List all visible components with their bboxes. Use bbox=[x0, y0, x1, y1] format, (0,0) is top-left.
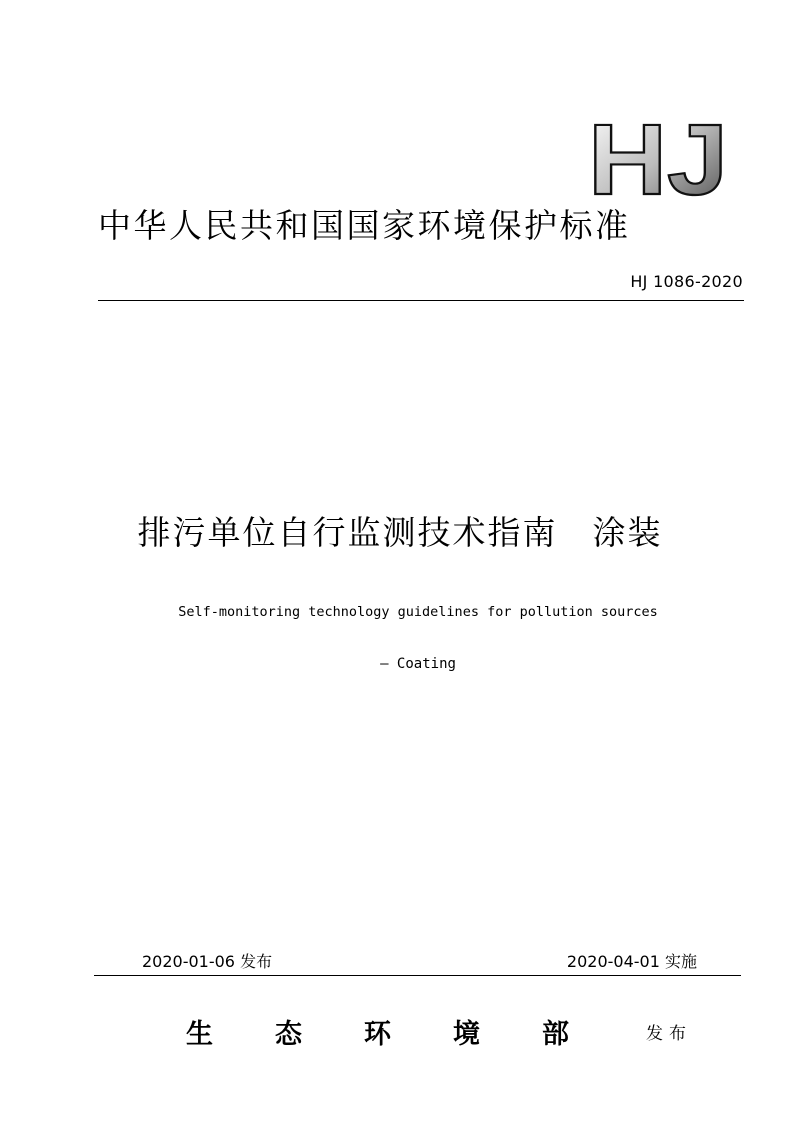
hj-logo-mark: HJ bbox=[588, 118, 728, 198]
document-title: 排污单位自行监测技术指南 涂装 bbox=[137, 513, 663, 552]
publisher-name: 生态环境部 bbox=[186, 1019, 631, 1050]
publish-suffix: 发布 bbox=[646, 1024, 692, 1044]
implementation-date: 2020-04-01 实施 bbox=[566, 952, 697, 971]
bottom-divider bbox=[94, 975, 741, 976]
issuer-title: 中华人民共和国国家环境保护标准 bbox=[98, 206, 631, 245]
issue-date: 2020-01-06 发布 bbox=[142, 952, 273, 971]
hj-logo bbox=[588, 118, 730, 198]
english-subtitle: — Coating bbox=[380, 656, 456, 672]
standard-number: HJ 1086-2020 bbox=[630, 272, 743, 291]
top-divider bbox=[98, 300, 744, 301]
english-title: Self-monitoring technology guidelines for pollution sources bbox=[178, 604, 658, 620]
